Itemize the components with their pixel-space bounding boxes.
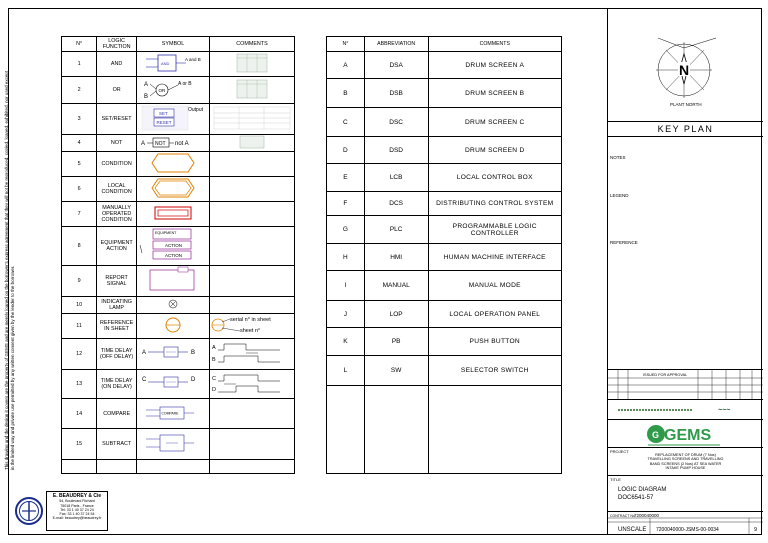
table-row — [62, 370, 295, 399]
legend-label: LEGEND — [610, 193, 629, 198]
abbrev-header-comments: COMMENTS — [428, 37, 561, 52]
sheet-number: 9 — [754, 527, 758, 533]
abbrev-code: MANUAL — [364, 271, 428, 301]
row-number: 11 — [62, 314, 97, 339]
report-signal-symbol — [137, 266, 210, 297]
row-number: 13 — [62, 370, 97, 399]
off-delay-symbol — [137, 339, 210, 370]
set-reset-symbol — [137, 104, 210, 135]
title-label: TITLE — [610, 477, 621, 482]
table-row — [62, 266, 295, 297]
timing-c: C — [211, 376, 216, 382]
table-row — [62, 314, 295, 339]
abbrev-comment: DRUM SCREEN A — [428, 52, 561, 79]
row-number: 2 — [62, 77, 97, 104]
row-function: COMPARE — [97, 399, 137, 429]
table-row — [327, 271, 562, 301]
project-area — [608, 448, 763, 476]
notes-area — [608, 137, 763, 370]
header-number: N° — [62, 37, 97, 52]
project-line: REPLACEMENT OF DRUM (7 Nos) — [655, 453, 716, 457]
gems-logo-text: GEMS — [664, 427, 712, 444]
row-function: CONDITION — [97, 152, 137, 177]
margin-copyright-note: This drawing and the design it covers are the property of GEMS and are merely loaned on the borrower's express agreement that they will not be reproduced, copied, loaned, exhibited, nor used except in the limited way and private use permitted by any written consent given by the lender to the borrower. — [4, 70, 15, 470]
on-delay-input: C — [142, 377, 147, 383]
reference-comment — [209, 314, 294, 339]
abbrev-code: HMI — [364, 244, 428, 271]
action-label-2: ACTION — [165, 253, 183, 258]
abbrev-code: PB — [364, 328, 428, 356]
drawing-doc-number: DOC6541-57 — [618, 495, 654, 501]
table-row — [62, 77, 295, 104]
table-row — [62, 52, 295, 77]
gems-logo-area — [608, 420, 763, 448]
table-row — [327, 244, 562, 271]
project-label: PROJECT — [610, 449, 629, 454]
table-row — [62, 104, 295, 135]
plant-north-label: PLANT NORTH — [670, 102, 702, 107]
project-line: TRAVELLING SCREENS AND TRAVELLING — [647, 457, 724, 462]
or-output-label: A or B — [178, 81, 192, 87]
abbrev-id: C — [327, 108, 365, 137]
row-number: 5 — [62, 152, 97, 177]
local-condition-symbol — [137, 177, 210, 202]
abbrev-comment: HUMAN MACHINE INTERFACE — [428, 244, 561, 271]
notes-label: NOTES — [610, 155, 626, 160]
ref-serial-label: serial n° in sheet — [229, 317, 271, 323]
abbrev-code: LOP — [364, 301, 428, 328]
abbrev-code: DSC — [364, 108, 428, 137]
subtract-symbol — [137, 429, 210, 460]
equipment-label: EQUIPMENT — [155, 231, 177, 235]
table-row — [62, 399, 295, 429]
row-function: INDICATING LAMP — [97, 297, 137, 314]
abbrev-id: A — [327, 52, 365, 79]
abbrev-comment: DISTRIBUTING CONTROL SYSTEM — [428, 192, 561, 216]
or-gate-label: OR — [158, 88, 166, 93]
row-function: SUBTRACT — [97, 429, 137, 460]
abbrev-header-number: N° — [327, 37, 365, 52]
row-function: EQUIPMENT ACTION — [97, 227, 137, 266]
company-phone: Tel: 33 1 40 37 24 24 — [60, 507, 94, 512]
drawing-number-area — [608, 512, 763, 535]
off-delay-input: A — [142, 350, 147, 356]
abbrev-table-header — [327, 37, 562, 52]
and-symbol — [137, 52, 210, 77]
svg-text:~~~: ~~~ — [718, 407, 731, 414]
table-row — [327, 356, 562, 386]
abbrev-id: F — [327, 192, 365, 216]
manual-condition-symbol — [137, 202, 210, 227]
row-function: REFERENCE IN SHEET — [97, 314, 137, 339]
row-function: AND — [97, 52, 137, 77]
table-row — [327, 216, 562, 244]
table-row — [62, 202, 295, 227]
table-row — [62, 177, 295, 202]
not-gate-label: NOT — [155, 141, 166, 147]
row-number: 14 — [62, 399, 97, 429]
compare-symbol — [137, 399, 210, 429]
logic-table-header — [62, 37, 295, 52]
row-number: 12 — [62, 339, 97, 370]
revision-block — [608, 370, 763, 400]
row-number: 6 — [62, 177, 97, 202]
row-function: REPORT SIGNAL — [97, 266, 137, 297]
abbrev-comment: DRUM SCREEN D — [428, 137, 561, 164]
company-address-line: 54, Boulevard Richard — [59, 499, 95, 504]
company-email: E-mail: beaudrey@beaudrey.fr — [52, 516, 102, 521]
timing-d: D — [211, 387, 216, 393]
revision-description: ISSUED FOR APPROVAL — [643, 373, 688, 377]
action-label-1: ACTION — [165, 243, 183, 248]
row-function: TIME DELAY (OFF DELAY) — [97, 339, 137, 370]
row-number: 4 — [62, 135, 97, 152]
reference-symbol — [137, 314, 210, 339]
scale-value: UNSCALE — [618, 527, 647, 533]
row-function: MANUALLY OPERATED CONDITION — [97, 202, 137, 227]
contract-label: CONTRACT No — [610, 514, 635, 518]
row-function: OR — [97, 77, 137, 104]
abbrev-code: LCB — [364, 164, 428, 192]
project-line: INTAKE PUMP HOUSE — [665, 465, 706, 470]
abbrev-code: DSD — [364, 137, 428, 164]
abbrev-comment: DRUM SCREEN B — [428, 79, 561, 108]
key-plan-title: KEY PLAN — [608, 122, 763, 137]
or-truth-table — [209, 77, 294, 104]
drawing-title-area — [608, 476, 763, 512]
abbrev-comment: MANUAL MODE — [428, 271, 561, 301]
table-row-empty — [62, 460, 295, 474]
abbrev-comment: SELECTOR SWITCH — [428, 356, 561, 386]
table-row — [62, 339, 295, 370]
table-row — [327, 301, 562, 328]
abbrev-code: PLC — [364, 216, 428, 244]
row-function: SET/RESET — [97, 104, 137, 135]
abbrev-id: G — [327, 216, 365, 244]
abbrev-comment: PUSH BUTTON — [428, 328, 561, 356]
abbrev-comment: LOCAL OPERATION PANEL — [428, 301, 561, 328]
not-symbol — [137, 135, 210, 152]
not-output-label: not A — [175, 141, 189, 147]
abbrev-id: L — [327, 356, 365, 386]
header-comments: COMMENTS — [209, 37, 294, 52]
table-row — [62, 297, 295, 314]
on-delay-symbol — [137, 370, 210, 399]
or-symbol — [137, 77, 210, 104]
abbreviation-table — [326, 36, 562, 474]
table-row — [327, 79, 562, 108]
reference-label: REFERENCE — [610, 240, 638, 245]
abbrev-comment: PROGRAMMABLE LOGIC CONTROLLER — [428, 216, 561, 244]
on-delay-output: D — [191, 377, 196, 383]
north-arrow-icon — [608, 8, 763, 120]
company-logo-icon — [14, 496, 44, 526]
lamp-symbol — [137, 297, 210, 314]
set-reset-table — [209, 104, 294, 135]
project-line: BAND SCREENS (2 Nos) AT SEA WATER — [649, 461, 722, 466]
table-row — [62, 152, 295, 177]
abbrev-id: H — [327, 244, 365, 271]
logic-function-table — [61, 36, 295, 474]
off-delay-output: B — [191, 350, 196, 356]
output-label: Output — [188, 107, 204, 113]
key-plan-area — [608, 8, 763, 122]
row-number: 15 — [62, 429, 97, 460]
abbrev-id: D — [327, 137, 365, 164]
or-input-a: A — [144, 82, 149, 88]
set-label: SET — [159, 111, 168, 116]
table-row — [62, 429, 295, 460]
header-logic-function: LOGIC FUNCTION — [97, 37, 137, 52]
condition-symbol — [137, 152, 210, 177]
row-number: 7 — [62, 202, 97, 227]
row-function: NOT — [97, 135, 137, 152]
company-name: E. BEAUDREY & Cie — [52, 493, 102, 499]
table-row — [327, 192, 562, 216]
abbrev-id: J — [327, 301, 365, 328]
company-address-block — [46, 491, 108, 531]
table-row — [327, 108, 562, 137]
not-truth-table — [209, 135, 294, 152]
drawing-title: LOGIC DIAGRAM — [618, 487, 667, 493]
table-row — [62, 227, 295, 266]
abbrev-id: I — [327, 271, 365, 301]
and-truth-table — [209, 52, 294, 77]
table-row — [62, 135, 295, 152]
on-delay-timing — [209, 370, 294, 399]
row-number: 1 — [62, 52, 97, 77]
abbrev-code: DSA — [364, 52, 428, 79]
svg-text:G: G — [652, 430, 660, 440]
drawing-number: 7200040000-JSMS-00-0034 — [656, 527, 719, 533]
company-address-line: 75018 Paris - France — [60, 503, 94, 508]
equipment-action-symbol — [137, 227, 210, 266]
abbrev-comment: DRUM SCREEN C — [428, 108, 561, 137]
timing-b: B — [211, 357, 216, 363]
svg-text:N: N — [679, 62, 690, 78]
table-row — [327, 52, 562, 79]
abbrev-comment: LOCAL CONTROL BOX — [428, 164, 561, 192]
abbrev-code: SW — [364, 356, 428, 386]
off-delay-timing — [209, 339, 294, 370]
row-number: 9 — [62, 266, 97, 297]
table-row — [327, 164, 562, 192]
row-function: TIME DELAY (ON DELAY) — [97, 370, 137, 399]
client-logos — [608, 400, 763, 420]
table-row — [327, 328, 562, 356]
row-function: LOCAL CONDITION — [97, 177, 137, 202]
compare-label: COMPARE — [161, 411, 179, 415]
gems-logo-icon — [608, 420, 763, 448]
title-block — [607, 8, 762, 535]
abbrev-code: DSB — [364, 79, 428, 108]
abbrev-id: K — [327, 328, 365, 356]
abbrev-id: E — [327, 164, 365, 192]
not-input-label: A — [141, 141, 146, 147]
row-number: 3 — [62, 104, 97, 135]
row-number: 10 — [62, 297, 97, 314]
svg-text:AND: AND — [161, 61, 170, 66]
abbrev-code: DCS — [364, 192, 428, 216]
reset-label: RESET — [156, 120, 172, 125]
abbrev-header-abbreviation: ABBREVIATION — [364, 37, 428, 52]
ref-sheet-label: sheet n° — [239, 328, 261, 334]
or-input-b: B — [144, 94, 149, 100]
abbrev-id: B — [327, 79, 365, 108]
and-output-label: A and B — [185, 57, 201, 62]
row-number: 8 — [62, 227, 97, 266]
table-row — [327, 137, 562, 164]
company-fax: Fax: 33 1 40 37 24 54 — [59, 512, 95, 517]
header-symbol: SYMBOL — [137, 37, 210, 52]
contract-number: 7200040000 — [634, 513, 660, 518]
table-row-empty — [327, 386, 562, 474]
timing-a: A — [211, 345, 216, 351]
